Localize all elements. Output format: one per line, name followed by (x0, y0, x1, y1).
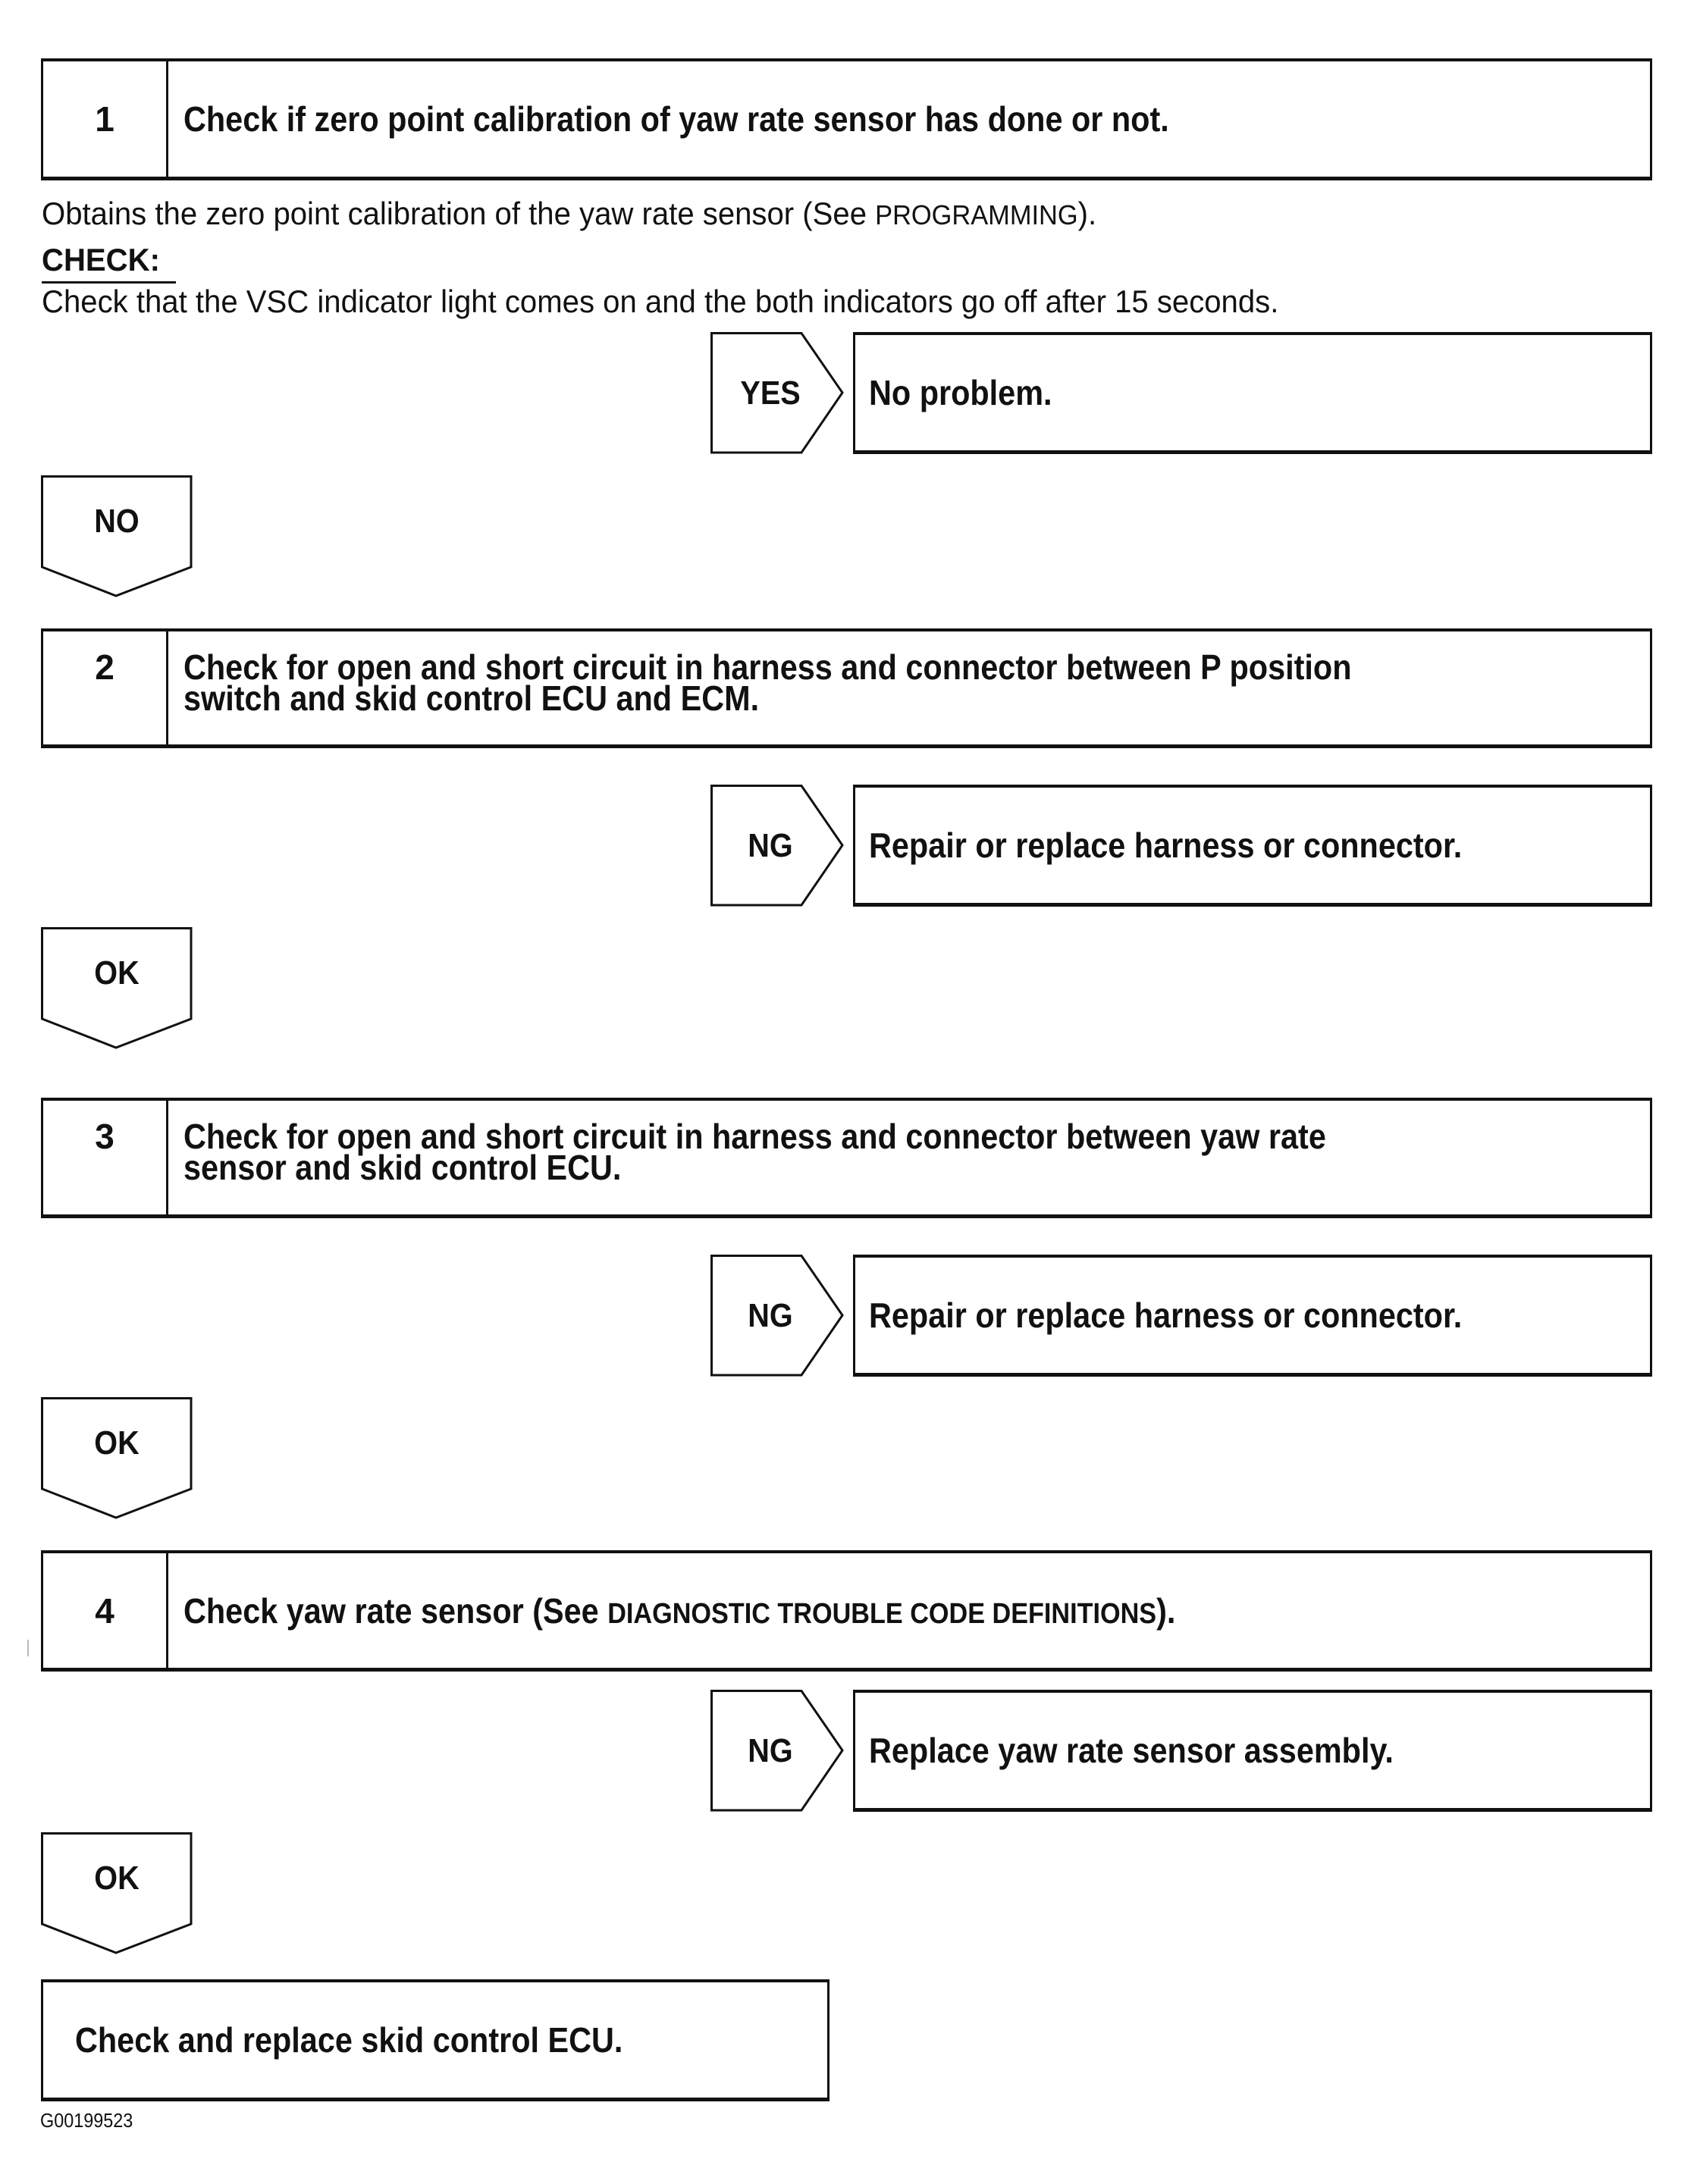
step-number (43, 1553, 168, 1668)
step-title (183, 1101, 1642, 1214)
branch-label: YES (740, 374, 801, 412)
ok-flow-arrow (41, 1832, 193, 1954)
result-text: No problem. (869, 373, 1052, 412)
no-flow-arrow (41, 475, 193, 597)
step-title (183, 61, 1642, 177)
result-text: Repair or replace harness or connector. (869, 1296, 1463, 1335)
yes-branch-arrow (710, 332, 844, 454)
step-title-line: sensor and skid control ECU. (183, 1148, 622, 1187)
ng-result-box (853, 1255, 1652, 1377)
check-instruction: Check that the VSC indicator light comes on and the both indicators go off after 15 seconds. (42, 284, 1279, 319)
step-title-suffix: ). (1156, 1590, 1176, 1631)
step-title-line: Check for open and short circuit in harness and connector between P position (183, 647, 1352, 687)
diagnostic-trouble-code-definitions-link[interactable]: DIAGNOSTIC TROUBLE CODE DEFINITIONS (607, 1597, 1157, 1630)
ok-flow-arrow (41, 927, 193, 1049)
step-title (183, 631, 1642, 744)
ng-branch-arrow (710, 1690, 844, 1812)
flow-label: OK (94, 1859, 140, 1897)
branch-label: NG (748, 826, 793, 864)
flow-label: OK (94, 954, 140, 992)
step-number-text: 4 (95, 1590, 114, 1631)
step-1-intro (42, 198, 1096, 231)
step-1-box (41, 58, 1652, 180)
ng-result-box (853, 1690, 1652, 1812)
branch-label: NG (748, 1296, 793, 1334)
step-3-box (41, 1098, 1652, 1218)
step-number-text: 2 (95, 647, 114, 687)
programming-link[interactable]: PROGRAMMING (875, 199, 1078, 230)
step-title-line: Check if zero point calibration of yaw rate sensor has done or not. (183, 99, 1169, 139)
figure-id: G00199523 (40, 2109, 133, 2132)
flow-label: OK (94, 1424, 140, 1462)
step-2-box (41, 628, 1652, 748)
ng-branch-arrow (710, 785, 844, 907)
step-title-line (183, 1590, 1175, 1631)
result-text: Replace yaw rate sensor assembly. (869, 1731, 1394, 1770)
step-title-line: Check for open and short circuit in harness and connector between yaw rate (183, 1117, 1326, 1156)
final-action-box (41, 1979, 830, 2101)
step-title (183, 1553, 1642, 1668)
step-number-text: 1 (95, 99, 114, 139)
step-number (43, 631, 168, 744)
step-title-line: switch and skid control ECU and ECM. (183, 678, 760, 718)
step-number (43, 1101, 168, 1214)
ng-branch-arrow (710, 1255, 844, 1377)
step-number (43, 61, 168, 177)
flow-label: NO (94, 502, 140, 540)
step-4-box (41, 1550, 1652, 1672)
branch-label: NG (748, 1731, 793, 1769)
result-text: Repair or replace harness or connector. (869, 826, 1463, 865)
step-number-text: 3 (95, 1117, 114, 1156)
final-action-text: Check and replace skid control ECU. (75, 2020, 623, 2060)
step-title-text: Check yaw rate sensor (See (183, 1590, 608, 1631)
intro-suffix: ). (1077, 196, 1097, 231)
ok-flow-arrow (41, 1397, 193, 1519)
ng-result-box (853, 785, 1652, 907)
intro-text: Obtains the zero point calibration of the yaw rate sensor (See (42, 196, 876, 231)
yes-result-box (853, 332, 1652, 454)
check-heading: CHECK: (42, 242, 160, 277)
scan-artifact (27, 1640, 29, 1656)
